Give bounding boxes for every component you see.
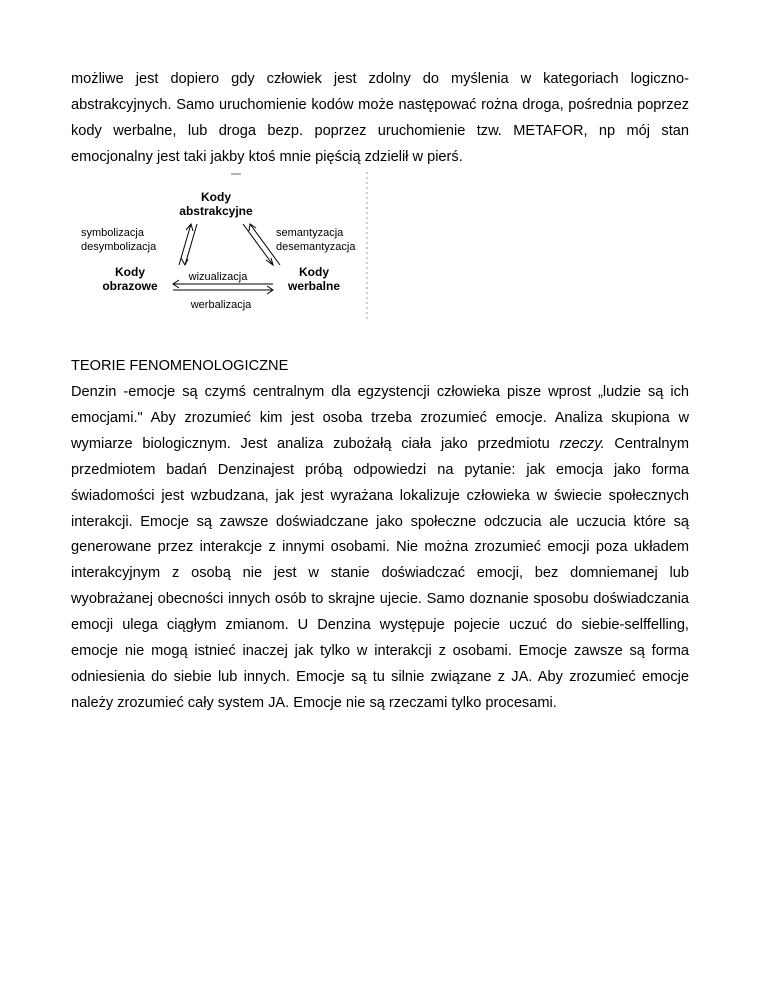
label-werbalizacja: werbalizacja: [190, 299, 252, 311]
italic-rzeczy: rzeczy.: [559, 435, 605, 452]
label-semantyzacja: semantyzacja: [276, 227, 344, 239]
label-desymbolizacja: desymbolizacja: [81, 241, 157, 253]
label-wizualizacja: wizualizacja: [188, 271, 248, 283]
label-symbolizacja: symbolizacja: [81, 227, 144, 239]
node-obrazowe-line2: obrazowe: [102, 279, 158, 293]
node-werbalne-line1: Kody: [299, 265, 329, 279]
paragraph-denzin: [71, 380, 689, 717]
node-abstrakcyjne-line1: Kody: [201, 190, 231, 204]
section-heading: TEORIE FENOMENOLOGICZNE: [71, 358, 289, 374]
arrows-right-diagonal: [243, 224, 280, 265]
paragraph-denzin-part1: Denzin -emocje są czymś centralnym dla egzystencji człowieka pisze wprost „ludzie są ich emocjami." Aby zrozumieć kim jest osoba trzeba zrozumieć emocje. Analiza skupiona w wymiarze biologicznym. Jest analiza zubożałą ciała jako przedmiotu: [71, 384, 689, 452]
codes-diagram: [75, 172, 375, 324]
node-werbalne-line2: werbalne: [287, 279, 341, 293]
paragraph-metafory: możliwe jest dopiero gdy człowiek jest zdolny do myślenia w kategoriach logiczno-abstrakcyjnych. Samo uruchomienie kodów może następować rożna droga, pośrednia poprzez kody werbalne, lub droga bezp. poprzez uruchomienie tzw. METAFOR, np mój stan emocjonalny jest taki jakby ktoś mnie pięścią zdzielił w pierś.: [71, 71, 689, 165]
node-obrazowe-line1: Kody: [115, 265, 145, 279]
node-abstrakcyjne-line2: abstrakcyjne: [179, 204, 253, 218]
arrows-left-diagonal: [179, 224, 197, 265]
label-desemantyzacja: desemantyzacja: [276, 241, 356, 253]
paragraph-denzin-part2: Centralnym przedmiotem badań Denzinajest próbą odpowiedzi na pytanie: jak emocja jako forma świadomości jest wzbudzana, jak jest wyrażana lokalizuje człowieka w świecie społecznych interakcji. Emocje są zawsze doświadczane jako społeczne odczucia ale uczucia które są generowane przez interakcje z innymi osobami. Nie można zrozumieć emocji poza układem interakcyjnym z osobą nie jest w stanie doświadczać emocji, bez domniemanej lub wyobrażanej obecności innych osób to skrajne ujecie. Samo doznanie sposobu doświadczania emocji ulega ciągłym zmianom. U Denzina występuje pojecie uczuć do siebie-selffelling, emocje nie mogą istnieć inaczej jak tylko w interakcji z osobami. Emocje zawsze są forma odniesienia do siebie lub innych. Emocje są tu silnie związane z JA. Aby zrozumieć emocje należy zrozumieć cały system JA. Emocje nie są rzeczami tylko procesami.: [71, 435, 689, 711]
